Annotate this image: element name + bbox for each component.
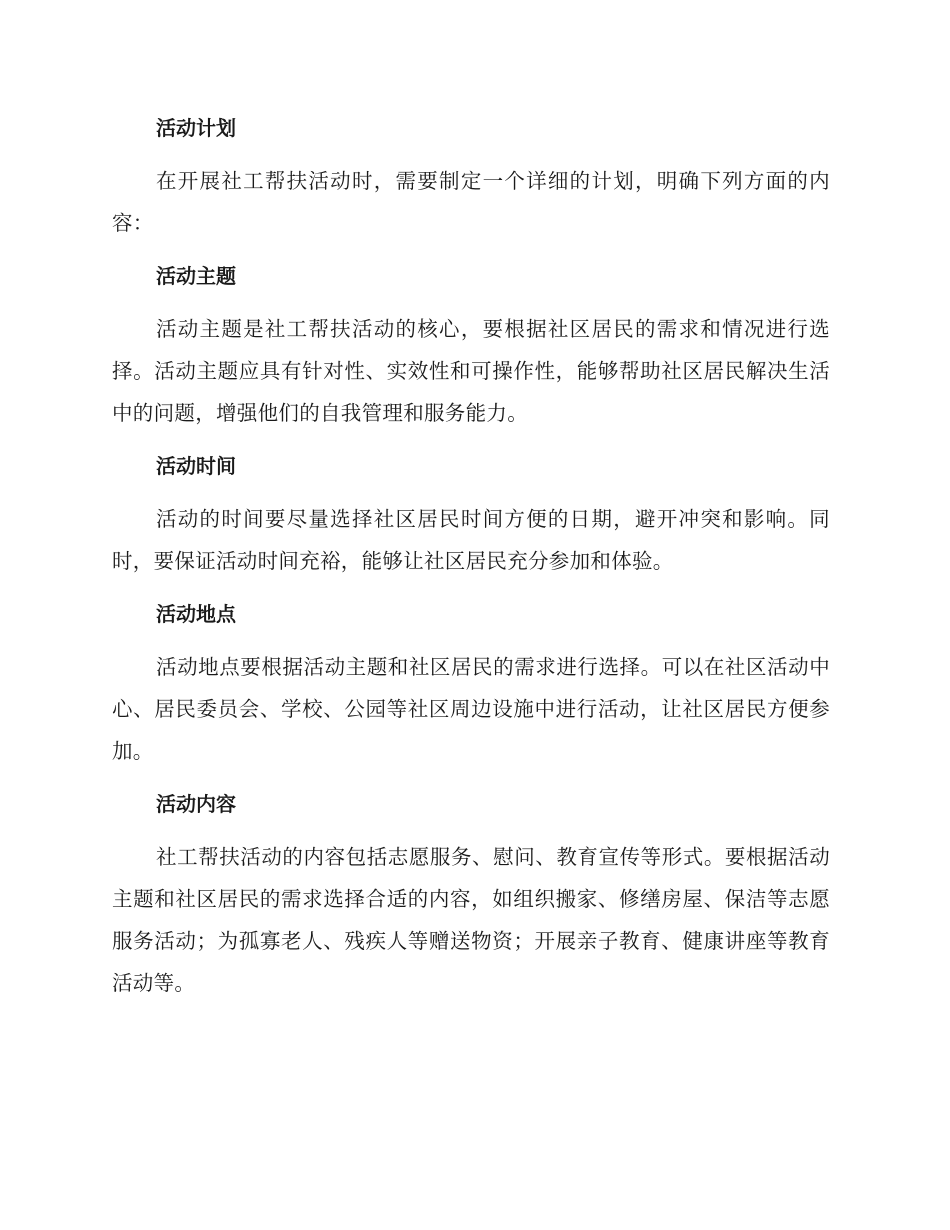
section-heading: 活动主题 [156, 264, 236, 288]
section-activity-time [112, 446, 830, 582]
section-paragraph: 在开展社工帮扶活动时，需要制定一个详细的计划，明确下列方面的内容： [112, 169, 830, 235]
document-page [112, 108, 830, 1016]
section-paragraph: 活动主题是社工帮扶活动的核心，要根据社区居民的需求和情况进行选择。活动主题应具有针对性、实效性和可操作性，能够帮助社区居民解决生活中的问题，增强他们的自我管理和服务能力。 [112, 317, 830, 425]
section-heading: 活动时间 [156, 454, 236, 478]
section-paragraph: 活动的时间要尽量选择社区居民时间方便的日期，避开冲突和影响。同时，要保证活动时间充裕，能够让社区居民充分参加和体验。 [112, 507, 830, 573]
section-paragraph: 社工帮扶活动的内容包括志愿服务、慰问、教育宣传等形式。要根据活动主题和社区居民的需求选择合适的内容，如组织搬家、修缮房屋、保洁等志愿服务活动；为孤寡老人、残疾人等赠送物资；开展亲子教育、健康讲座等教育活动等。 [112, 845, 830, 995]
section-activity-plan [112, 108, 830, 244]
section-activity-content [112, 784, 830, 1004]
section-heading: 活动地点 [156, 602, 236, 626]
section-activity-location [112, 594, 830, 772]
section-paragraph: 活动地点要根据活动主题和社区居民的需求进行选择。可以在社区活动中心、居民委员会、学校、公园等社区周边设施中进行活动，让社区居民方便参加。 [112, 655, 830, 763]
section-heading: 活动计划 [156, 116, 236, 140]
section-activity-theme [112, 256, 830, 434]
section-heading: 活动内容 [156, 792, 236, 816]
